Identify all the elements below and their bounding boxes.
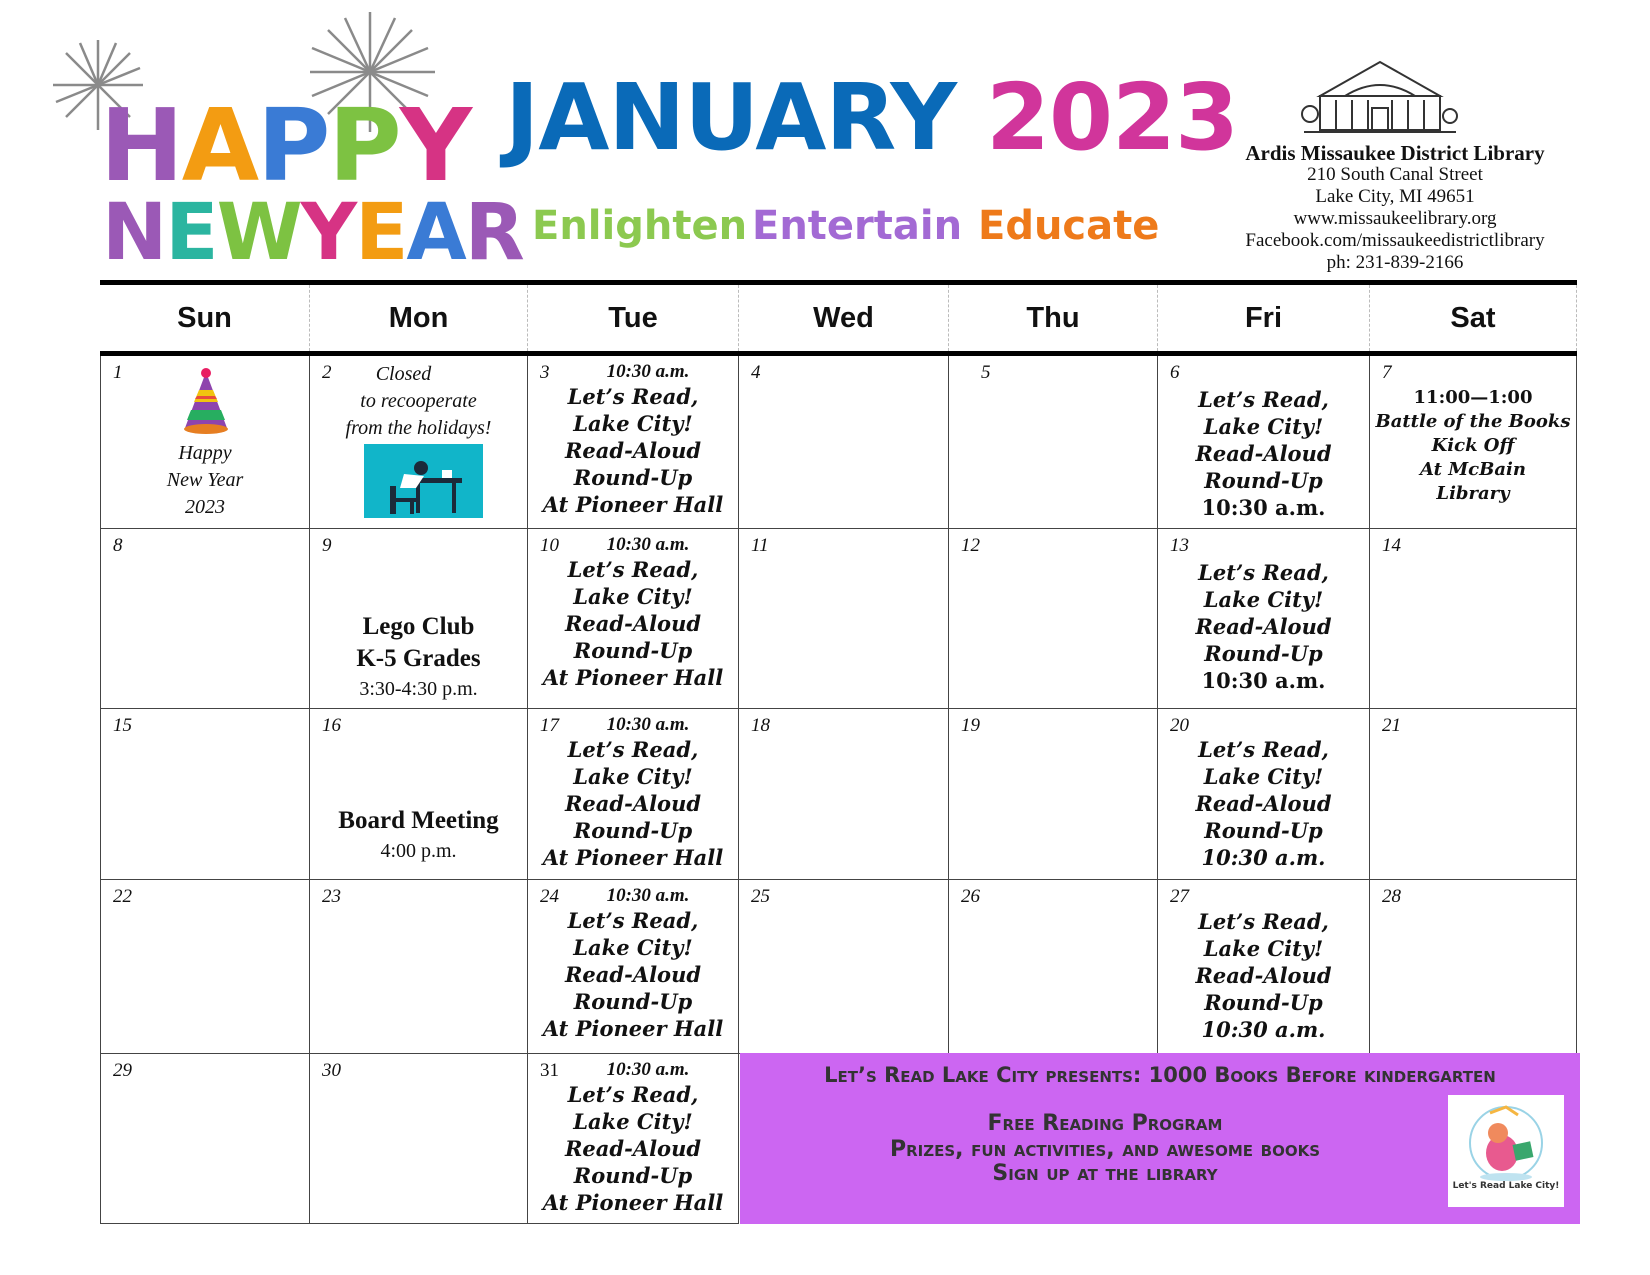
day-number: 24 bbox=[540, 886, 559, 907]
day-number: 6 bbox=[1170, 362, 1180, 383]
day-number: 5 bbox=[981, 362, 991, 383]
battle-of-books-event[interactable] bbox=[1370, 386, 1576, 506]
event-line: Battle of the Books bbox=[1375, 411, 1571, 432]
day-number: 17 bbox=[540, 715, 559, 736]
event-line: Round-Up bbox=[573, 638, 693, 663]
day-cell-2[interactable] bbox=[310, 356, 528, 529]
day-number: 21 bbox=[1382, 715, 1401, 736]
day-number: 18 bbox=[751, 715, 770, 736]
day-number: 8 bbox=[113, 535, 123, 556]
event-line: Lake City! bbox=[573, 411, 693, 436]
weekday-tue: Tue bbox=[528, 285, 739, 351]
event-line: Lake City! bbox=[1203, 587, 1324, 612]
promo-banner[interactable] bbox=[740, 1053, 1580, 1224]
event-line: Let’s Read, bbox=[567, 737, 699, 762]
read-aloud-event[interactable] bbox=[1158, 386, 1369, 521]
event-time: 10:30 a.m. bbox=[606, 534, 690, 555]
day-cell-17[interactable] bbox=[528, 709, 739, 880]
event-line: Lake City! bbox=[573, 1109, 693, 1134]
event-line: Round-Up bbox=[1204, 818, 1323, 843]
new-year-line: 2023 bbox=[185, 496, 225, 518]
read-aloud-event[interactable] bbox=[528, 361, 738, 518]
read-aloud-event[interactable] bbox=[1158, 559, 1369, 694]
day-cell-3[interactable] bbox=[528, 356, 739, 529]
day-cell-19[interactable] bbox=[949, 709, 1158, 880]
day-cell-11[interactable] bbox=[739, 529, 949, 709]
read-aloud-event[interactable] bbox=[1158, 736, 1369, 871]
event-line: Let’s Read, bbox=[1198, 560, 1329, 585]
library-name: Ardis Missaukee District Library bbox=[1245, 141, 1545, 165]
day-number: 13 bbox=[1170, 535, 1189, 556]
day-number: 10 bbox=[540, 535, 559, 556]
day-cell-7[interactable] bbox=[1370, 356, 1577, 529]
day-cell-15[interactable] bbox=[100, 709, 310, 880]
event-line: Lake City! bbox=[1203, 764, 1324, 789]
day-cell-10[interactable] bbox=[528, 529, 739, 709]
day-cell-12[interactable] bbox=[949, 529, 1158, 709]
event-time: 3:30-4:30 p.m. bbox=[359, 678, 478, 700]
event-line: Lake City! bbox=[573, 935, 693, 960]
event-line: Board Meeting bbox=[338, 807, 499, 834]
day-number: 23 bbox=[322, 886, 341, 907]
day-cell-14[interactable] bbox=[1370, 529, 1577, 709]
event-line: Round-Up bbox=[573, 818, 693, 843]
event-line: Read-Aloud bbox=[564, 962, 702, 987]
library-contact bbox=[1200, 142, 1590, 274]
promo-details: Prizes, fun activities, and awesome books bbox=[889, 1137, 1321, 1162]
event-line: Round-Up bbox=[1204, 990, 1323, 1015]
day-cell-13[interactable] bbox=[1158, 529, 1370, 709]
day-cell-25[interactable] bbox=[739, 880, 949, 1054]
weekday-thu: Thu bbox=[949, 285, 1158, 351]
day-number: 16 bbox=[322, 715, 341, 736]
event-line: At Pioneer Hall bbox=[542, 1190, 724, 1215]
read-aloud-event[interactable] bbox=[528, 714, 738, 871]
closed-line: Closed bbox=[375, 363, 432, 385]
read-aloud-event[interactable] bbox=[528, 1059, 738, 1216]
event-line: Round-Up bbox=[573, 1163, 693, 1188]
weekday-fri: Fri bbox=[1158, 285, 1370, 351]
event-line: Kick Off bbox=[1431, 435, 1515, 456]
event-line: Let’s Read, bbox=[1198, 387, 1329, 412]
event-line: At Pioneer Hall bbox=[542, 845, 724, 870]
day-cell-6[interactable] bbox=[1158, 356, 1370, 529]
calendar-title bbox=[505, 64, 1238, 171]
library-facebook[interactable]: Facebook.com/missaukeedistrictlibrary bbox=[1245, 230, 1545, 251]
board-meeting-event[interactable] bbox=[310, 805, 527, 865]
event-line: Read-Aloud bbox=[1195, 614, 1332, 639]
new-year-line: New Year bbox=[166, 469, 244, 491]
closed-line: from the holidays! bbox=[345, 417, 492, 439]
day-number: 27 bbox=[1170, 886, 1189, 907]
event-line: 11:00—1:00 bbox=[1413, 387, 1533, 408]
event-line: Lake City! bbox=[1203, 936, 1324, 961]
day-cell-9[interactable] bbox=[310, 529, 528, 709]
day-number: 19 bbox=[961, 715, 980, 736]
closed-line: to recooperate bbox=[360, 390, 477, 412]
tagline-entertain: Entertain bbox=[752, 203, 963, 249]
day-cell-16[interactable] bbox=[310, 709, 528, 880]
event-line: Read-Aloud bbox=[564, 438, 702, 463]
event-line: 10:30 a.m. bbox=[1201, 1017, 1326, 1042]
event-line: Let’s Read, bbox=[1198, 909, 1329, 934]
day-cell-24[interactable] bbox=[528, 880, 739, 1054]
event-time: 10:30 a.m. bbox=[606, 1059, 690, 1080]
day-cell-23[interactable] bbox=[310, 880, 528, 1054]
day-cell-5[interactable] bbox=[949, 356, 1158, 529]
event-time: 10:30 a.m. bbox=[606, 361, 690, 382]
closed-note bbox=[310, 361, 527, 442]
day-cell-30[interactable] bbox=[310, 1054, 528, 1224]
day-cell-21[interactable] bbox=[1370, 709, 1577, 880]
event-line: Let’s Read, bbox=[567, 908, 699, 933]
day-number: 4 bbox=[751, 362, 761, 383]
day-cell-22[interactable] bbox=[100, 880, 310, 1054]
event-time: 10:30 a.m. bbox=[606, 885, 690, 906]
weekday-mon: Mon bbox=[310, 285, 528, 351]
new-year-line: Happy bbox=[178, 442, 232, 464]
day-cell-1[interactable] bbox=[100, 356, 310, 529]
day-cell-8[interactable] bbox=[100, 529, 310, 709]
event-line: Round-Up bbox=[1204, 468, 1323, 493]
tagline-educate: Educate bbox=[978, 203, 1160, 249]
day-number: 9 bbox=[322, 535, 332, 556]
day-cell-26[interactable] bbox=[949, 880, 1158, 1054]
event-line: Round-Up bbox=[573, 465, 693, 490]
tired-worker-icon bbox=[364, 444, 483, 518]
event-time: 4:00 p.m. bbox=[380, 840, 457, 862]
event-line: At Pioneer Hall bbox=[542, 1016, 724, 1041]
library-website[interactable]: www.missaukeelibrary.org bbox=[1293, 208, 1497, 229]
event-line: At Pioneer Hall bbox=[542, 665, 724, 690]
event-line: Round-Up bbox=[1204, 641, 1323, 666]
event-line: 10:30 a.m. bbox=[1201, 845, 1326, 870]
new-year-note bbox=[101, 440, 309, 521]
event-line: K-5 Grades bbox=[356, 645, 481, 672]
event-time: 10:30 a.m. bbox=[606, 714, 690, 735]
event-line: Read-Aloud bbox=[1195, 963, 1332, 988]
weekday-header-row bbox=[100, 285, 1577, 351]
day-number: 26 bbox=[961, 886, 980, 907]
day-number: 31 bbox=[540, 1060, 559, 1081]
day-cell-18[interactable] bbox=[739, 709, 949, 880]
party-hat-icon bbox=[181, 368, 231, 438]
lego-club-event[interactable] bbox=[310, 611, 527, 703]
event-line: Let’s Read, bbox=[567, 384, 699, 409]
day-number: 29 bbox=[113, 1060, 132, 1081]
day-number: 28 bbox=[1382, 886, 1401, 907]
event-line: At McBain bbox=[1420, 459, 1526, 480]
new-year-text: NEWYEAR bbox=[102, 188, 523, 278]
weekday-sat: Sat bbox=[1370, 285, 1577, 351]
day-number: 12 bbox=[961, 535, 980, 556]
event-line: Read-Aloud bbox=[564, 611, 702, 636]
day-number: 30 bbox=[322, 1060, 341, 1081]
event-line: Lake City! bbox=[573, 584, 693, 609]
lets-read-logo bbox=[1448, 1095, 1564, 1207]
event-line: Read-Aloud bbox=[564, 791, 702, 816]
library-city: Lake City, MI 49651 bbox=[1315, 186, 1475, 207]
library-phone: ph: 231-839-2166 bbox=[1326, 252, 1464, 273]
event-line: Lego Club bbox=[362, 613, 475, 640]
day-number: 14 bbox=[1382, 535, 1401, 556]
day-number: 1 bbox=[113, 362, 123, 383]
day-number: 3 bbox=[540, 362, 550, 383]
weekday-sun: Sun bbox=[100, 285, 310, 351]
library-address: 210 South Canal Street bbox=[1307, 164, 1483, 185]
event-line: 10:30 a.m. bbox=[1201, 495, 1326, 520]
day-cell-31[interactable] bbox=[528, 1054, 739, 1224]
event-line: Library bbox=[1436, 483, 1510, 504]
day-number: 15 bbox=[113, 715, 132, 736]
event-line: Round-Up bbox=[573, 989, 693, 1014]
day-cell-29[interactable] bbox=[100, 1054, 310, 1224]
library-building-icon bbox=[1300, 56, 1460, 138]
day-number: 7 bbox=[1382, 362, 1392, 383]
logo-caption: Let's Read Lake City! bbox=[1452, 1181, 1560, 1191]
event-line: 10:30 a.m. bbox=[1201, 668, 1326, 693]
day-cell-27[interactable] bbox=[1158, 880, 1370, 1054]
day-cell-20[interactable] bbox=[1158, 709, 1370, 880]
event-line: Read-Aloud bbox=[1195, 441, 1332, 466]
day-number: 20 bbox=[1170, 715, 1189, 736]
day-number: 11 bbox=[751, 535, 769, 556]
event-line: Read-Aloud bbox=[564, 1136, 702, 1161]
tagline-enlighten: Enlighten bbox=[532, 203, 748, 249]
year-label: 2023 bbox=[985, 64, 1238, 171]
read-aloud-event[interactable] bbox=[528, 885, 738, 1042]
event-line: Lake City! bbox=[1203, 414, 1324, 439]
event-line: At Pioneer Hall bbox=[542, 492, 724, 517]
promo-program: Free Reading Program bbox=[987, 1111, 1223, 1136]
day-cell-28[interactable] bbox=[1370, 880, 1577, 1054]
event-line: Let’s Read, bbox=[567, 557, 699, 582]
event-line: Let’s Read, bbox=[1198, 737, 1329, 762]
day-number: 2 bbox=[322, 362, 332, 383]
read-aloud-event[interactable] bbox=[1158, 908, 1369, 1043]
day-cell-4[interactable] bbox=[739, 356, 949, 529]
event-line: Let’s Read, bbox=[567, 1082, 699, 1107]
happy-new-year-graphic bbox=[40, 10, 523, 280]
happy-text: HAPPY bbox=[100, 87, 471, 204]
day-number: 25 bbox=[751, 886, 770, 907]
event-line: Lake City! bbox=[573, 764, 693, 789]
weekday-wed: Wed bbox=[739, 285, 949, 351]
promo-signup[interactable]: Sign up at the library bbox=[992, 1161, 1218, 1186]
month-label: JANUARY bbox=[505, 64, 956, 171]
read-aloud-event[interactable] bbox=[528, 534, 738, 691]
day-number: 22 bbox=[113, 886, 132, 907]
promo-headline: Let’s Read Lake City presents: 1000 Books Before kindergarten bbox=[824, 1063, 1496, 1087]
event-line: Read-Aloud bbox=[1195, 791, 1332, 816]
